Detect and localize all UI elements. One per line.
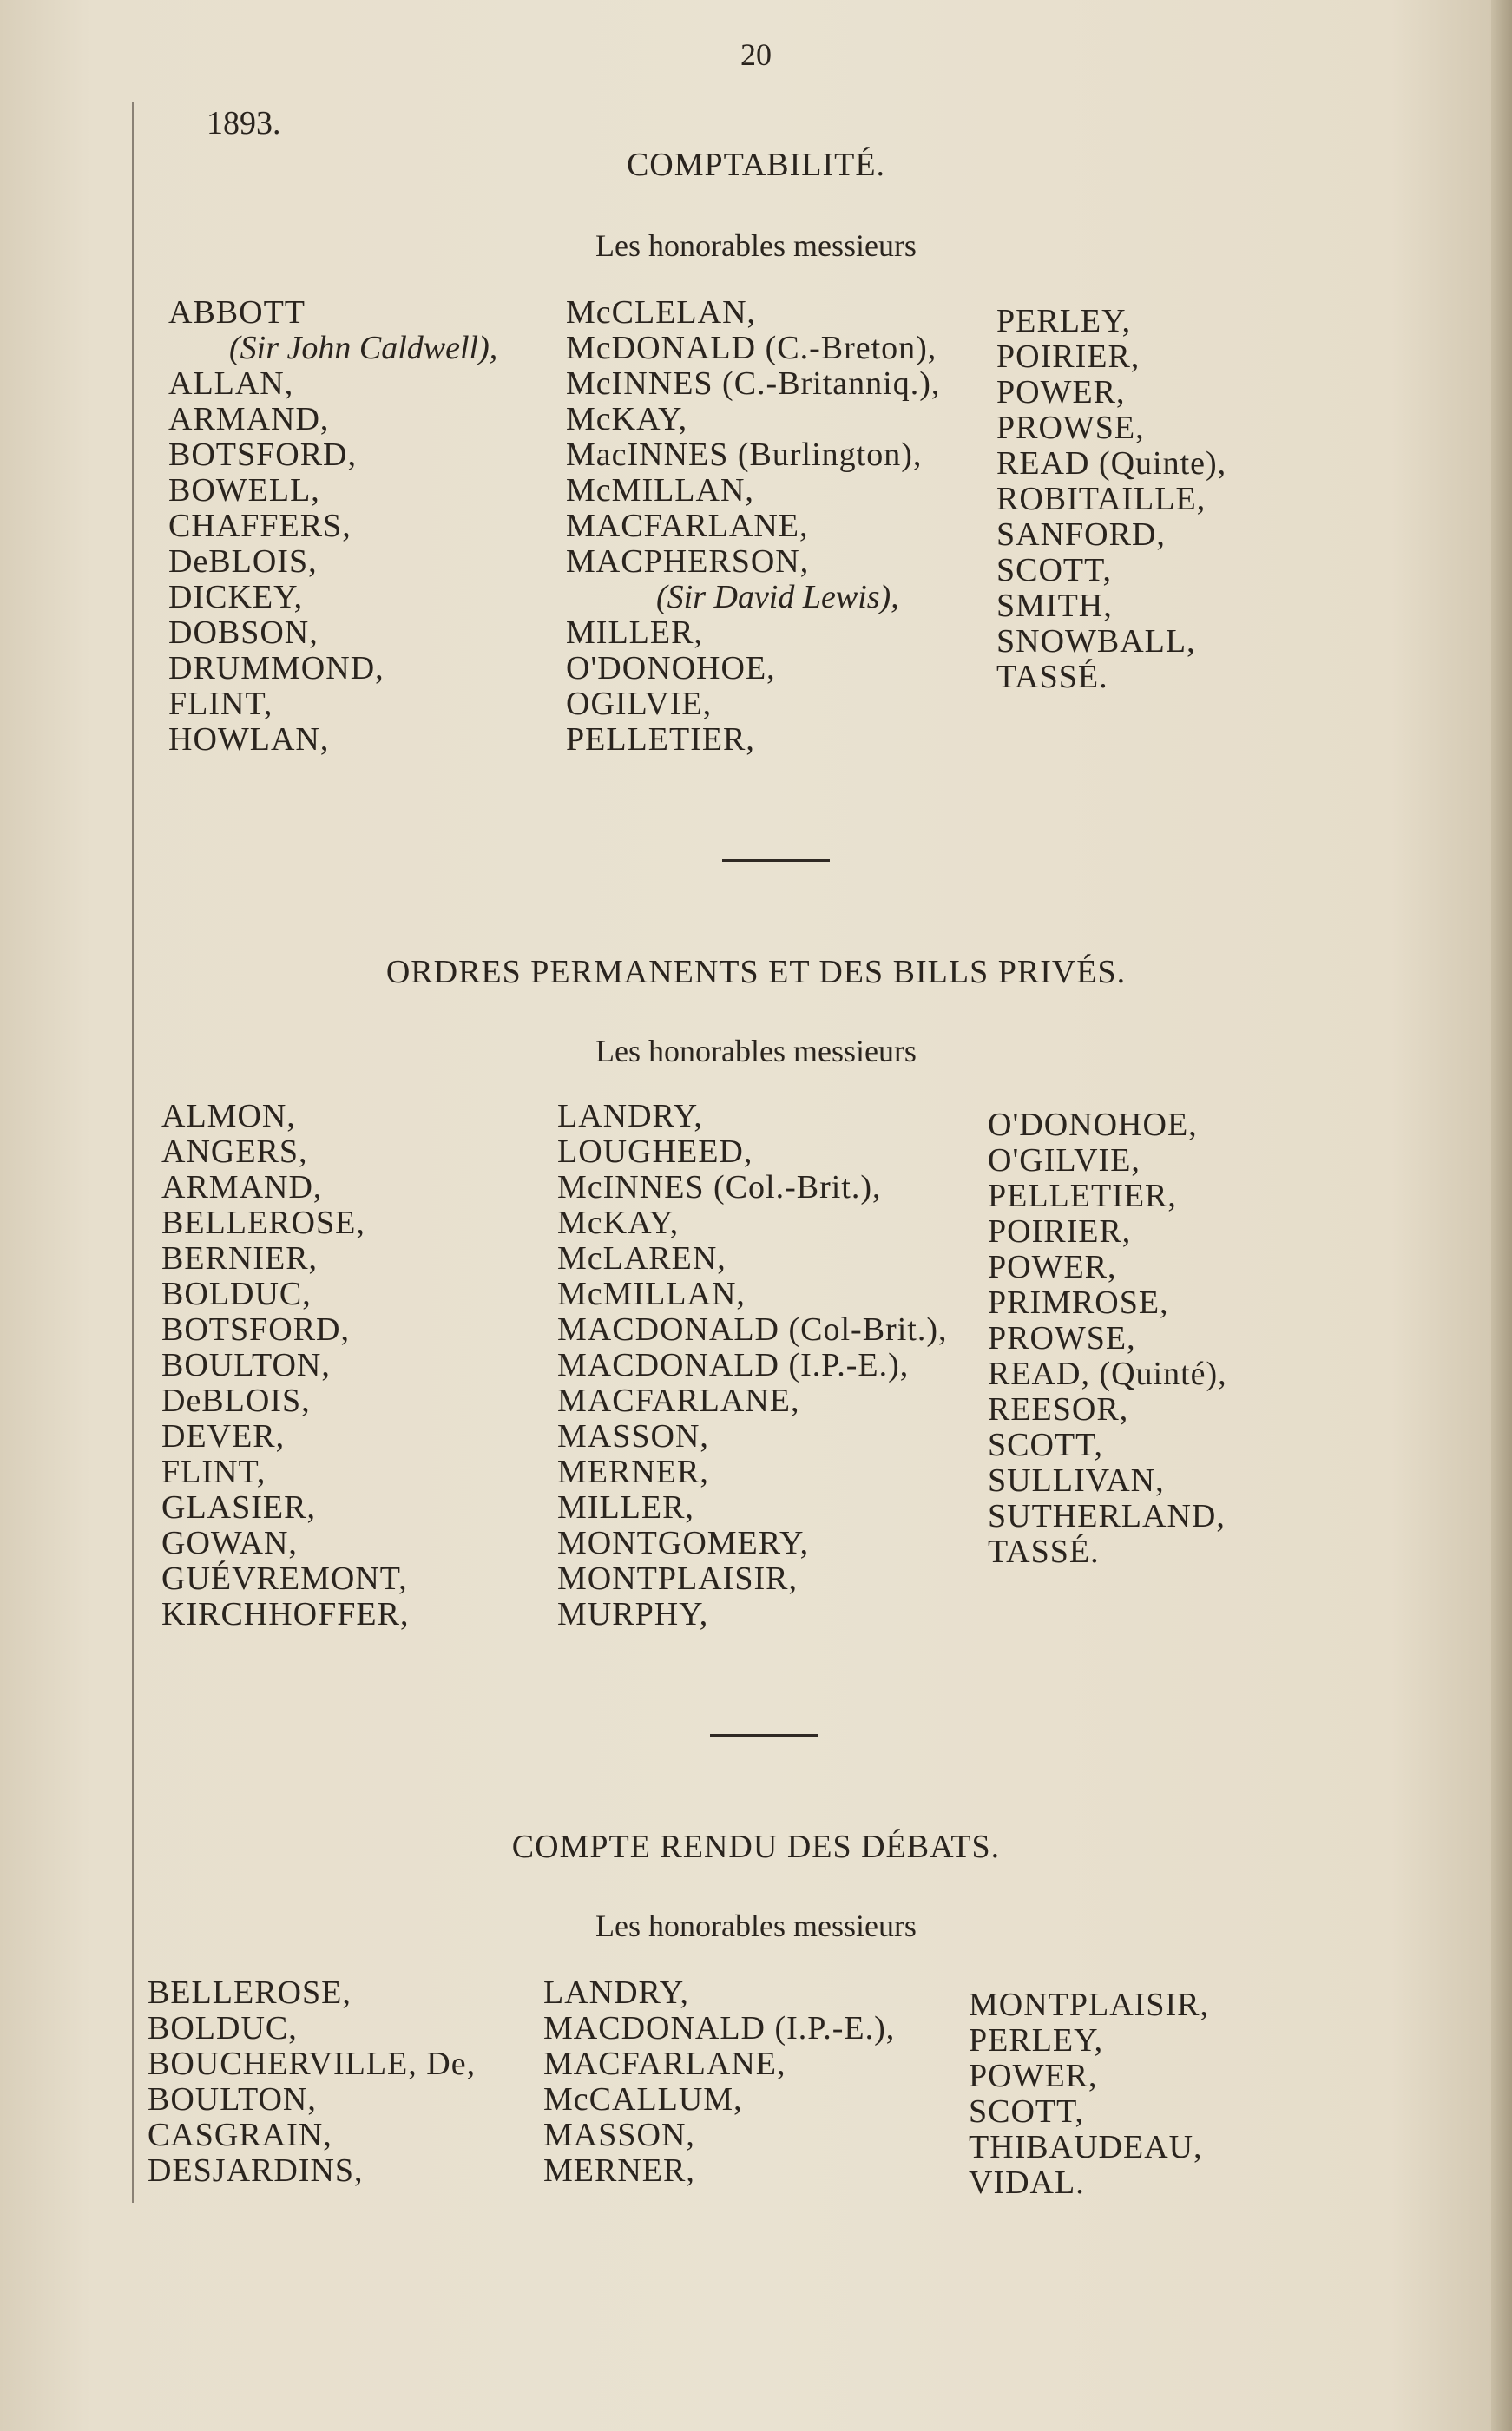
name-entry: BOULTON, <box>148 2081 317 2118</box>
name-column-2 <box>566 295 940 758</box>
name-entry: McDONALD (C.-Breton), <box>566 330 937 366</box>
name-entry-italic: (Sir John Caldwell), <box>229 330 498 366</box>
name-entry: ARMAND, <box>161 1169 323 1206</box>
name-column-1 <box>148 1975 476 2189</box>
name-entry: MONTGOMERY, <box>557 1525 810 1561</box>
name-entry <box>168 331 497 366</box>
name-entry: MURPHY, <box>557 1596 709 1633</box>
name-entry: DESJARDINS, <box>148 2152 364 2189</box>
name-entry: DOBSON, <box>168 614 319 651</box>
name-entry: O'DONOHOE, <box>988 1107 1198 1143</box>
name-entry: POWER, <box>988 1249 1117 1285</box>
name-entry: MACDONALD (I.P.-E.), <box>543 2010 896 2047</box>
name-entry: McCALLUM, <box>543 2081 743 2118</box>
name-entry: MASSON, <box>543 2117 695 2153</box>
margin-rule <box>132 102 134 2203</box>
name-entry: PERLEY, <box>969 2022 1104 2059</box>
name-entry: POIRIER, <box>988 1213 1132 1250</box>
name-entry: BOLDUC, <box>148 2010 298 2047</box>
name-entry: BOULTON, <box>161 1347 331 1383</box>
name-entry: CASGRAIN, <box>148 2117 332 2153</box>
name-entry: McLAREN, <box>557 1240 726 1277</box>
name-entry: O'DONOHOE, <box>566 650 776 687</box>
name-entry: SCOTT, <box>969 2093 1085 2130</box>
name-entry: SUTHERLAND, <box>988 1498 1226 1534</box>
name-entry: PELLETIER, <box>566 721 755 758</box>
name-entry: THIBAUDEAU, <box>969 2129 1203 2165</box>
name-entry: DICKEY, <box>168 579 304 615</box>
name-entry: BOUCHERVILLE, De, <box>148 2046 477 2082</box>
name-entry: PROWSE, <box>988 1320 1136 1357</box>
name-entry: BERNIER, <box>161 1240 319 1277</box>
name-entry: MONTPLAISIR, <box>557 1560 798 1597</box>
name-entry: O'GILVIE, <box>988 1142 1141 1179</box>
name-entry: ALLAN, <box>168 365 294 402</box>
name-entry: OGILVIE, <box>566 686 713 722</box>
section-title-ordres-permanents: ORDRES PERMANENTS ET DES BILLS PRIVÉS. <box>385 954 1127 990</box>
name-entry: SCOTT, <box>988 1427 1104 1463</box>
name-entry: LANDRY, <box>557 1098 703 1134</box>
name-entry: GLASIER, <box>161 1489 316 1526</box>
name-entry: BOTSFORD, <box>168 437 357 473</box>
name-entry: DeBLOIS, <box>161 1383 311 1419</box>
name-entry: MACDONALD (Col-Brit.), <box>557 1311 948 1348</box>
name-entry: FLINT, <box>168 686 273 722</box>
year: 1893. <box>207 105 281 141</box>
page-edge <box>1491 0 1512 2431</box>
name-entry: SMITH, <box>996 588 1113 624</box>
name-entry: SNOWBALL, <box>996 623 1196 660</box>
name-entry: BOLDUC, <box>161 1276 312 1312</box>
name-entry: VIDAL. <box>969 2165 1085 2201</box>
page-number: 20 <box>740 37 772 72</box>
name-entry: BOWELL, <box>168 472 320 509</box>
name-entry: PELLETIER, <box>988 1178 1177 1214</box>
name-entry: DeBLOIS, <box>168 543 318 580</box>
name-entry: McINNES (C.-Britanniq.), <box>566 365 941 402</box>
name-entry: MACFARLANE, <box>557 1383 800 1419</box>
name-entry: MILLER, <box>557 1489 694 1526</box>
name-entry: READ, (Quinté), <box>988 1356 1227 1392</box>
name-entry: MILLER, <box>566 614 703 651</box>
name-entry: MONTPLAISIR, <box>969 1987 1209 2023</box>
name-entry: KIRCHHOFFER, <box>161 1596 410 1633</box>
name-entry: MASSON, <box>557 1418 709 1455</box>
name-entry: BELLEROSE, <box>161 1205 365 1241</box>
name-entry: PRIMROSE, <box>988 1284 1169 1321</box>
name-entry: ANGERS, <box>161 1133 308 1170</box>
name-entry: McKAY, <box>557 1205 680 1241</box>
name-entry: MACDONALD (I.P.-E.), <box>557 1347 910 1383</box>
section-subtitle: Les honorables messieurs <box>595 1909 917 1943</box>
name-entry: McINNES (Col.-Brit.), <box>557 1169 882 1206</box>
name-entry: MACFARLANE, <box>543 2046 786 2082</box>
name-entry: MACPHERSON, <box>566 543 810 580</box>
name-entry: READ (Quinte), <box>996 445 1227 482</box>
name-column-1 <box>168 295 497 758</box>
name-entry: BOTSFORD, <box>161 1311 350 1348</box>
name-entry: DRUMMOND, <box>168 650 385 687</box>
name-entry: LANDRY, <box>543 1974 689 2011</box>
name-entry: ROBITAILLE, <box>996 481 1206 517</box>
name-column-2 <box>557 1099 947 1633</box>
section-subtitle: Les honorables messieurs <box>595 1034 917 1068</box>
name-entry: MACFARLANE, <box>566 508 809 544</box>
name-entry: TASSÉ. <box>988 1534 1100 1570</box>
name-entry: HOWLAN, <box>168 721 330 758</box>
section-title-comptabilite: COMPTABILITÉ. <box>626 147 886 183</box>
name-column-3 <box>988 1107 1227 1570</box>
name-entry: LOUGHEED, <box>557 1133 753 1170</box>
name-entry: McCLELAN, <box>566 294 757 331</box>
section-separator <box>710 1734 818 1737</box>
name-entry: POWER, <box>996 374 1126 411</box>
name-entry: BELLEROSE, <box>148 1974 352 2011</box>
name-entry: McKAY, <box>566 401 688 437</box>
name-entry: MacINNES (Burlington), <box>566 437 923 473</box>
section-separator <box>722 859 830 862</box>
name-entry: REESOR, <box>988 1391 1129 1428</box>
name-entry: ARMAND, <box>168 401 330 437</box>
name-entry: POIRIER, <box>996 338 1141 375</box>
name-entry: McMILLAN, <box>566 472 754 509</box>
name-entry: POWER, <box>969 2058 1098 2094</box>
name-entry: GUÉVREMONT, <box>161 1560 408 1597</box>
name-entry: FLINT, <box>161 1454 266 1490</box>
name-column-3 <box>969 1988 1209 2201</box>
name-entry: SCOTT, <box>996 552 1113 588</box>
name-column-1 <box>161 1099 409 1633</box>
name-entry: MERNER, <box>543 2152 695 2189</box>
name-entry: DEVER, <box>161 1418 286 1455</box>
section-title-compte-rendu: COMPTE RENDU DES DÉBATS. <box>511 1829 1001 1865</box>
name-entry: TASSÉ. <box>996 659 1108 695</box>
name-column-2 <box>543 1975 895 2189</box>
name-entry: ABBOTT <box>168 294 306 331</box>
name-column-3 <box>996 304 1226 695</box>
name-entry: CHAFFERS, <box>168 508 352 544</box>
name-entry: MERNER, <box>557 1454 709 1490</box>
section-subtitle: Les honorables messieurs <box>595 228 917 263</box>
name-entry: PERLEY, <box>996 303 1132 339</box>
name-entry: SULLIVAN, <box>988 1462 1165 1499</box>
name-entry: ALMON, <box>161 1098 296 1134</box>
name-entry <box>566 580 940 615</box>
name-entry-italic: (Sir David Lewis), <box>656 579 899 615</box>
name-entry: SANFORD, <box>996 516 1166 553</box>
name-entry: PROWSE, <box>996 410 1145 446</box>
name-entry: McMILLAN, <box>557 1276 746 1312</box>
name-entry: GOWAN, <box>161 1525 298 1561</box>
